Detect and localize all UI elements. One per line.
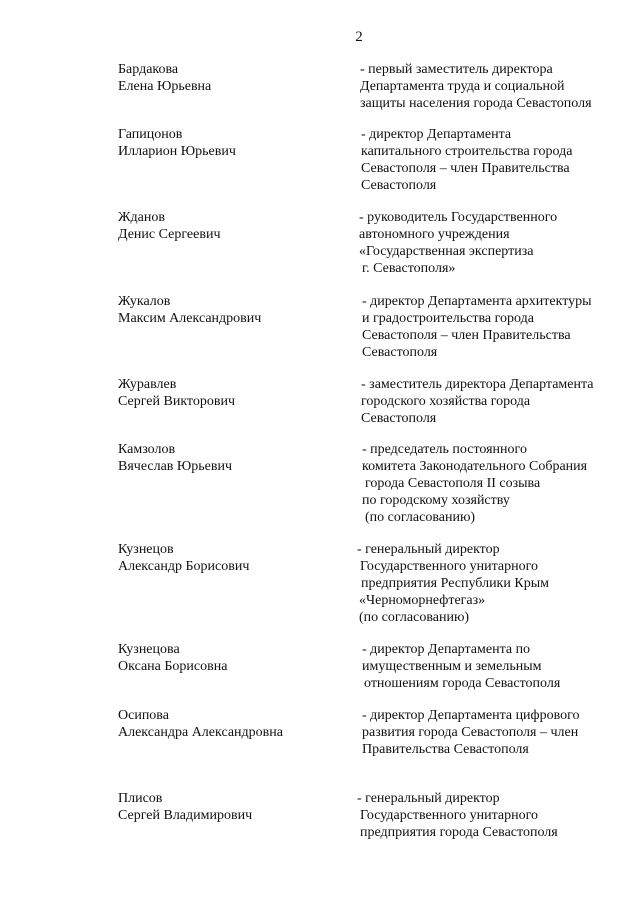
position-line: - генеральный директор [357,791,500,806]
member-position [362,641,640,692]
position-line: г. Севастополя» [362,261,456,276]
position-line: (по согласованию) [365,510,476,525]
member-surname: Плисов [118,791,163,806]
member-given-names: Вячеслав Юрьевич [118,459,233,474]
member-position [361,376,640,427]
position-line: Департамента труда и социальной [360,79,565,94]
member-position [362,293,640,361]
member-name [118,376,338,410]
member-surname: Кузнецова [118,642,180,657]
position-line: развития города Севастополя – член [362,725,579,740]
member-surname: Жданов [118,210,165,225]
member-surname: Бардакова [118,62,179,77]
member-name [118,61,338,95]
member-given-names: Оксана Борисовна [118,659,228,674]
member-name [118,541,338,575]
page-number: 2 [355,29,363,45]
member-given-names: Александр Борисович [118,559,250,574]
position-line: «Черноморнефтегаз» [359,593,486,608]
member-surname: Гапицонов [118,127,183,142]
member-surname: Осипова [118,708,169,723]
member-given-names: Сергей Викторович [118,394,236,409]
position-line: предприятия города Севастополя [360,825,558,840]
position-line: защиты населения города Севастополя [360,96,592,111]
member-position [359,209,639,277]
position-line: Государственного унитарного [360,559,539,574]
member-name [118,126,338,160]
position-line: Севастополя – член Правительства [361,161,570,176]
member-given-names: Денис Сергеевич [118,227,221,242]
member-given-names: Елена Юрьевна [118,79,212,94]
position-line: по городскому хозяйству [362,493,510,508]
position-line: Государственного унитарного [360,808,539,823]
position-line: Севастополя [361,411,437,426]
position-line: комитета Законодательного Собрания [362,459,588,474]
position-line: - первый заместитель директора [360,62,553,77]
member-name [118,790,338,824]
position-line: города Севастополя II созыва [365,476,541,491]
member-position [361,126,640,194]
member-name [118,641,338,675]
position-line: - директор Департамента цифрового [362,708,580,723]
member-given-names: Илларион Юрьевич [118,144,236,159]
position-line: (по согласованию) [359,610,470,625]
position-line: Правительства Севастополя [362,742,529,757]
position-line: городского хозяйства города [361,394,531,409]
member-surname: Журавлев [118,377,177,392]
position-line: автономного учреждения [359,227,510,242]
position-line: - директор Департамента [361,127,512,142]
member-name [118,209,338,243]
member-given-names: Александра Александровна [118,725,283,740]
member-position [357,541,637,626]
member-name [118,293,338,327]
member-name [118,441,338,475]
position-line: Севастополя [362,345,438,360]
member-position [362,441,640,526]
position-line: «Государственная экспертиза [359,244,534,259]
position-line: - председатель постоянного [362,442,527,457]
member-position [362,707,640,758]
member-name [118,707,338,741]
member-given-names: Сергей Владимирович [118,808,253,823]
position-line: отношениям города Севастополя [364,676,561,691]
position-line: - руководитель Государственного [359,210,558,225]
member-surname: Кузнецов [118,542,174,557]
position-line: - заместитель директора Департамента [361,377,594,392]
member-surname: Жукалов [118,294,171,309]
position-line: предприятия Республики Крым [361,576,549,591]
position-line: и градостроительства города [362,311,534,326]
member-given-names: Максим Александрович [118,311,262,326]
position-line: Севастополя – член Правительства [362,328,571,343]
member-position [357,790,637,841]
position-line: - директор Департамента архитектуры [362,294,592,309]
member-surname: Камзолов [118,442,176,457]
position-line: - генеральный директор [357,542,500,557]
position-line: Севастополя [361,178,437,193]
position-line: - директор Департамента по [362,642,531,657]
position-line: имущественным и земельным [362,659,542,674]
member-position [360,61,640,112]
position-line: капитального строительства города [361,144,573,159]
